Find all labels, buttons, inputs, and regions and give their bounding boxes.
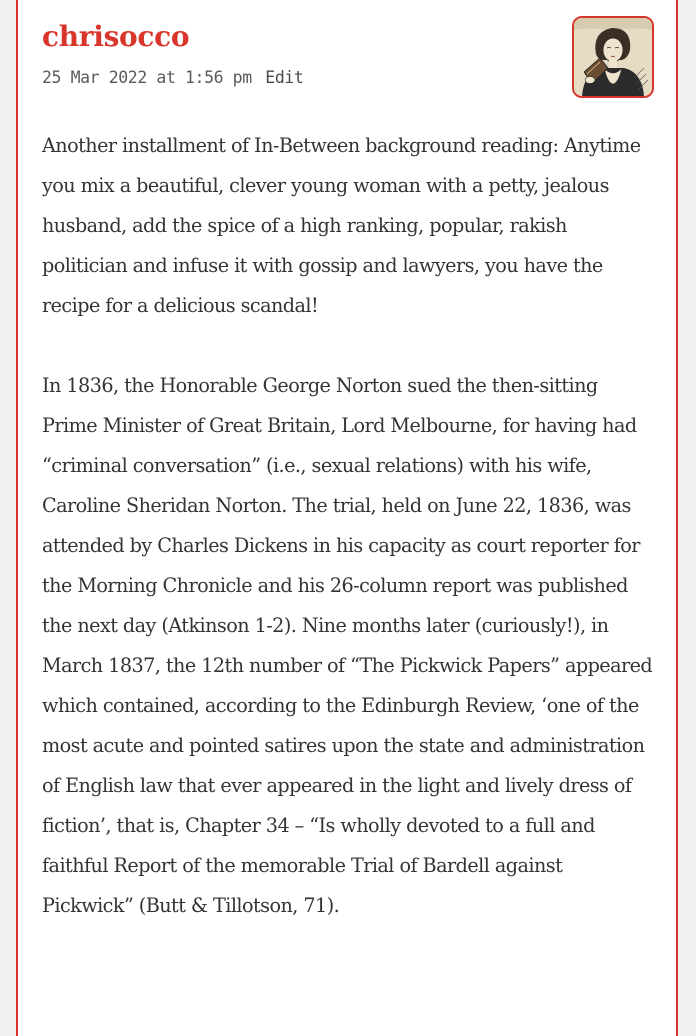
edit-comment-link[interactable]: Edit [265, 68, 304, 87]
comment-paragraph: In 1836, the Honorable George Norton sued the then-sitting Prime Minister of Great Britain, Lord Melbourne, for having had “criminal conversation” (i.e., sexual relations) with his wife, Caroline Sheridan Norton. The trial, held on June 22, 1836, was attended by Charles Dickens in his capacity as court reporter for the Morning Chronicle and his 26-column report was published the next day (Atkinson 1-2). Nine months later (curiously!), in March 1837, the 12th number of “The Pickwick Papers” appeared which contained, according to the Edinburgh Review, ‘one of the most acute and pointed satires upon the state and administration of English law that ever appeared in the light and lively dress of fiction’, that is, Chapter 34 – “Is wholly devoted to a full and faithful Report of the memorable Trial of Bardell against Pickwick” (Butt & Tillotson, 71). [42, 374, 653, 917]
comment-meta [42, 68, 303, 87]
comment-body [42, 126, 654, 966]
comment-paragraph: Another installment of In-Between background reading: Anytime you mix a beautiful, clever young woman with a petty, jealous husband, add the spice of a high ranking, popular, rakish politician and infuse it with gossip and lawyers, you have the recipe for a delicious scandal! [42, 134, 641, 317]
comment-card [16, 0, 678, 1036]
comment-timestamp-link[interactable]: 25 Mar 2022 at 1:56 pm [42, 68, 252, 87]
avatar [572, 16, 654, 98]
comment-author-link[interactable]: chrisocco [42, 20, 190, 53]
victorian-woman-reading-icon [574, 18, 652, 96]
